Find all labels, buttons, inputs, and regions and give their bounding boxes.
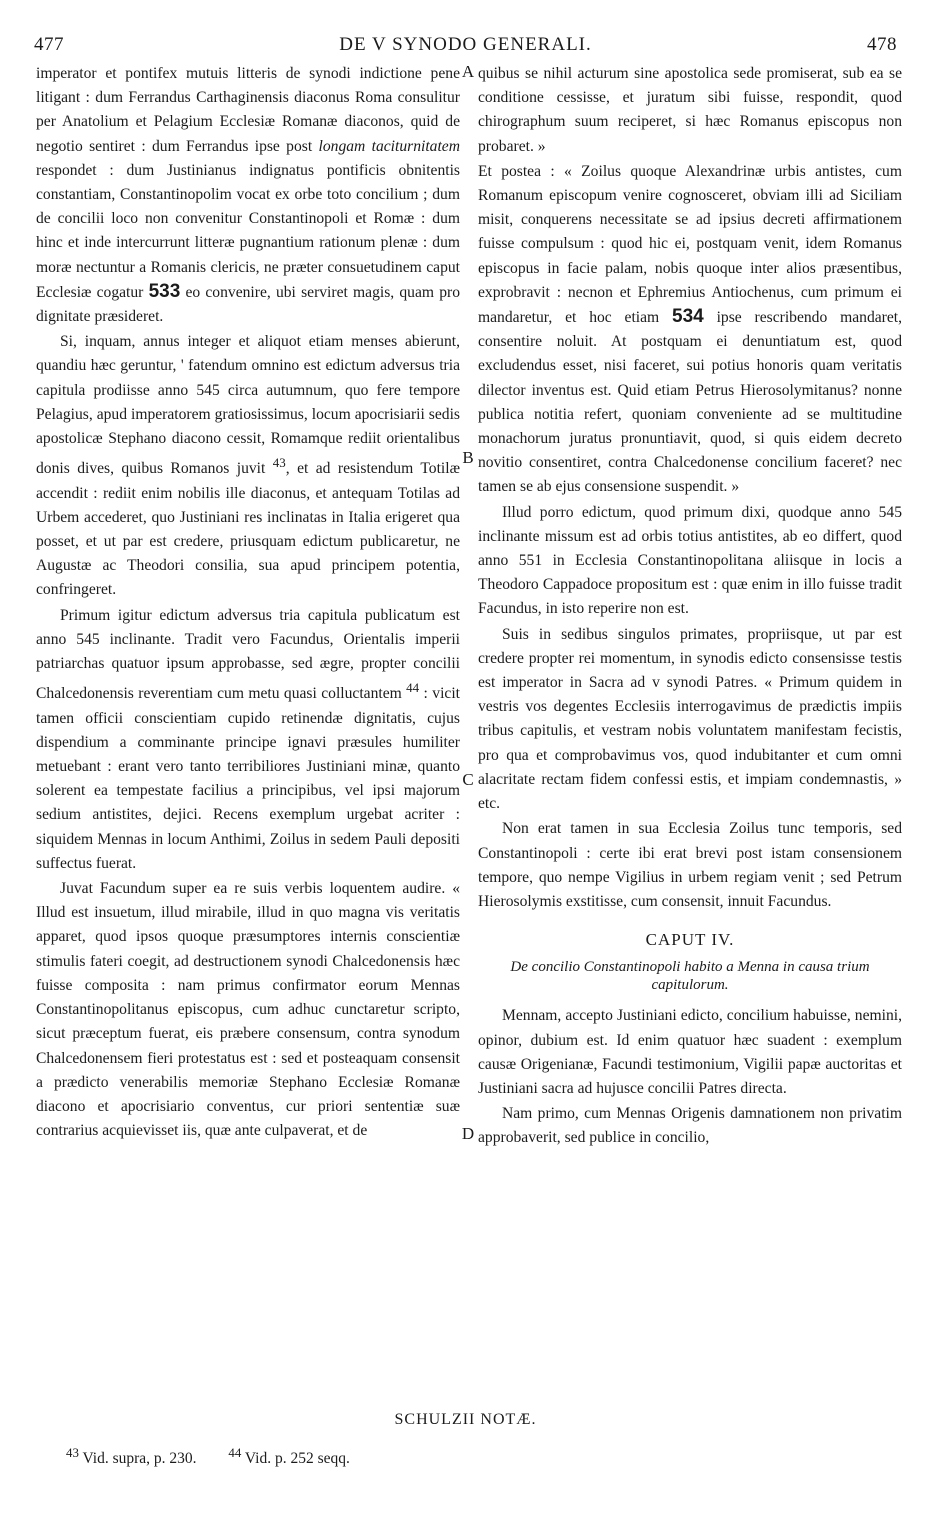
running-header	[30, 34, 901, 60]
margin-letter: B	[462, 448, 474, 467]
paragraph: Nam primo, cum Mennas Origenis damnationem non privatim approbaverit, sed publice in concilio,	[478, 1105, 902, 1147]
text-run: ipse rescribendo mandaret, consentire noluit. At postquam ei denuntiatum est, quod excludendus esset, nisi faceret, sui potius honoris quam veritatis dilector inventus est. Quid etiam Petrus Hierosolymitanus? nonne publica notitia refert, quoniam conveniente ad se multitudine monachorum juratus pronuntiavit, quod, si quis eidem decreto novitio consentiret, contra Chalcedonense concilium faceret? nec tamen se ab ejus consensione suspendit. »	[478, 309, 903, 496]
paragraph	[36, 604, 460, 876]
paragraph: quibus se nihil acturum sine apostolica sede promiserat, sub ea se conditione cessisse, et juratum sibi fuisse, respondit, quod chirographum suum reciperet, si hæc Romanus episcopus non probaret. »	[478, 65, 902, 155]
paragraph: Juvat Facundum super ea re suis verbis loquentem audire. « Illud est insuetum, illud mirabile, illud in quo magna vis veritatis apparet, quod ipsos quoque præsumptores internis conscientiæ stimulis fateri coegit, ad destructionem synodi Chalcedonensis hæc fuisse composita : nam primus confirmator eorum Mennas Constantinopolitanus episcopus, cum adhuc cunctaretur scripto, sicut præceptum fuerat, eis præbere consensum, contra synodum Chalcedonensem fieri protestatus est : sed et posteaquam consensit a prædicto venerabilis memoriæ Stephano Ecclesiæ Romanæ diacono et apocrisiario conventus, cur priori sententiæ suæ contrarius acquievisset iis, quæ ante culpaverat, et de	[36, 880, 460, 1140]
paragraph	[36, 330, 460, 602]
running-title: DE V SYNODO GENERALI.	[339, 34, 592, 55]
paragraph	[36, 62, 460, 329]
text-run: respondet : dum Justinianus indignatus pontificis obnitentis constantiam, Constantinopolim vocat ex orbe toto concilium ; dum de concilii loco non convenitur Constantinopoli et Romæ : dum hinc et inde intercurrunt litteræ pugnantium rationum plenæ : dum moræ nectuntur a Romanis clericis, ne præter consuetudinem caput Ecclesiæ cogatur	[36, 161, 460, 301]
paragraph: Illud porro edictum, quod primum dixi, quodque anno 545 inclinante missum est ad orbis totius antistites, ab eo differt, quod anno 551 in Ecclesia Constantinopolitana aliisque in locis a Theodoro Cappadoce propositum est : quæ enim in illo fuisse tradit Facundus, in isto reperire non est.	[478, 503, 902, 618]
footnotes	[66, 1445, 378, 1468]
paragraph: Non erat tamen in sua Ecclesia Zoilus tunc temporis, sed Constantinopoli : certe ibi erat brevi post istam consensionem tempore, quo nempe Vigilius in urbem regiam venit ; sed Petrum Hierosolymis exstitisse, cum consensit, innuit Facundus.	[478, 820, 902, 910]
right-column	[478, 62, 902, 1151]
page-number-left: 477	[34, 34, 64, 55]
text-run: : vicit tamen officii conscientiam cupido retinendæ dignitatis, cujus dispendium a comminante principe ignavi præsules humiliter metuebant : erant vero tanto terribiliores Justiniani minæ, quanto solerent ea tempestate facilius a principibus, vel ipsi majorum sedium antistites, dejici. Recens exemplum urgebat acriter : siquidem Mennas in locum Anthimi, Zoilus in sedem Pauli depositi suffectus fuerat.	[36, 685, 460, 872]
footnote-ref: 44	[406, 680, 420, 696]
text-run: eo convenire, ubi serviret magis, quam pro dignitate præsideret.	[36, 283, 460, 326]
chapter-title: CAPUT IV.	[645, 930, 735, 950]
page-number-right: 478	[867, 34, 897, 55]
chapter-subtitle: De concilio Constantinopoli habito a Menna in causa trium capitulorum.	[510, 959, 870, 994]
text-run: Primum igitur edictum adversus tria capitula publicatum est anno 545 inclinante. Tradit vero Facundus, Orientalis imperii patriarchas quatuor ipsum approbasse, sed ægre, propter concilii Chalcedonensis reverentiam cum metu quasi colluctantem	[36, 606, 460, 703]
paragraph: Suis in sedibus singulos primates, propriisque, ut par est credere propter rei momentum, in synodis edicto consensisse testis est imperator in Sacra ad v synodi Patres. « Primum quidem in vestris vos degentes Ecclesiis interrogavimus de prædictis impiis tribus capitulis, et vestram nobis voluntatem manifestam fecistis, pro qua et comprobavimus vos, quod indubitanter et cum omni alacritate rectam fidem confessi estis, et impiam condemnastis, » etc.	[478, 625, 902, 813]
paragraph	[478, 160, 902, 500]
footnote	[228, 1445, 363, 1468]
italic-run: longam taciturnitatem	[318, 137, 460, 155]
margin-letter: D	[461, 1124, 475, 1143]
column-number: 533	[148, 280, 181, 302]
column-number: 534	[672, 306, 704, 328]
footnote-mark: 43	[66, 1445, 79, 1460]
footnote-text: Vid. p. 252 seqq.	[241, 1450, 350, 1468]
left-column	[36, 62, 460, 1143]
paragraph: Mennam, accepto Justiniani edicto, concilium habuisse, nemini, opinor, dubium est. Id enim quatuor hæc suadent : exemplum causæ Origenianæ, Facundi testimonium, Vigilii papæ auctoritas et Justiniani sacra ad hujusce concilii Patres directa.	[478, 1007, 902, 1097]
footnote-text: Vid. supra, p. 230.	[78, 1450, 197, 1468]
footnote-ref: 43	[272, 455, 286, 471]
margin-letter: C	[462, 770, 474, 789]
footnote-mark: 44	[228, 1445, 242, 1460]
text-run: Et postea : « Zoilus quoque Alexandrinæ urbis antistes, cum Romanum episcopum venire cognosceret, obviam illi ad Siciliam misit, conquerens necessitate se ad ipsius decreti affirmationem fuisse compulsum : quod hic ei, postquam venit, idem Romanus episcopus in facie palam, nobis quoque inter alios præsentibus, exprobravit : necnon et Ephremius Antiochenus, cum primum ei mandaretur, et hoc etiam	[478, 162, 902, 327]
text-run: Si, inquam, annus integer et aliquot etiam menses abierunt, quandiu hæc geruntur, ' fatendum omnino est edictum adversus tria capitula prodiisse anno 545 circa autumnum, quo fere tempore Pelagius, apud imperatorem gratiosissimus, locum apocrisiarii sedis apostolicæ Stephano diacono cessit, Romamque rediit orientalibus donis dives, quibus Romanos juvit	[36, 333, 460, 478]
text-run: imperator et pontifex mutuis litteris de synodi indictione pene litigant : dum Ferrandus Carthaginensis diaconus Roma consulitur per Anatolium et Pelagium Ecclesiæ Romanæ diaconos, quid de negotio sentiret : dum Ferrandus ipse post	[36, 65, 460, 155]
footnote	[66, 1445, 211, 1468]
notes-heading: SCHULZII NOTÆ.	[394, 1411, 537, 1428]
text-run: , et ad resistendum Totilæ accendit : rediit enim nobilis ille diaconus, et antequam Totilas ad Urbem accederet, quo Justiniani res inclinatas in Italia erigeret qua posset, et ut par est credere, priusquam edictum publicaretur, ne Augustæ ac Theodori consilia, sua apud principem potentia, confringeret.	[36, 460, 460, 599]
margin-letter: A	[461, 62, 475, 81]
